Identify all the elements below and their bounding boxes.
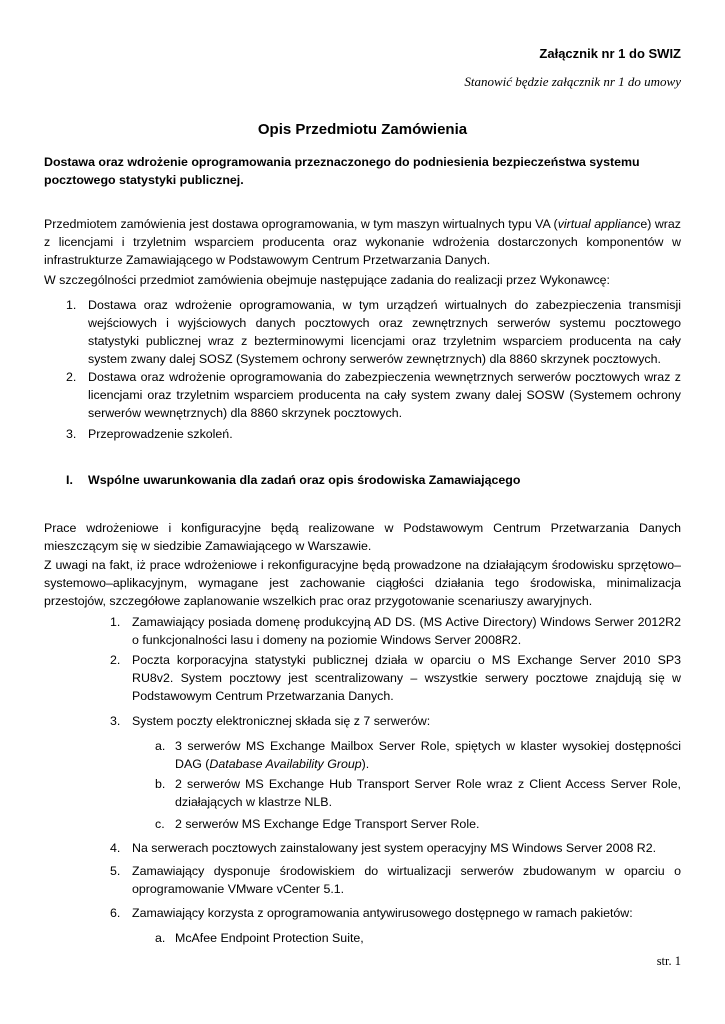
intro-text-1: Przedmiotem zamówienia jest dostawa oprogramowania, w tym maszyn wirtualnych typu VA ( — [44, 217, 558, 231]
page-number: str. 1 — [656, 954, 681, 968]
antivirus-letter: a. — [155, 931, 166, 945]
task-item: Dostawa oraz wdrożenie oprogramowania do zabezpieczenia wewnętrznych serwerów pocztowych wraz z licencjami oraz trzyletnim wsparciem producenta na cały system zwany dalej SOSW (Systemem ochrony serwerów wewnętrznych) dla 8860 skrzynek pocztowych. — [88, 370, 681, 420]
task-number: 3. — [66, 427, 77, 441]
env-item: Zamawiający dysponuje środowiskiem do wirtualizacji serwerów zbudowanym w oparciu o oprogramowanie VMware vCenter 5.1. — [132, 864, 681, 896]
intro-italic: virtual applianc — [557, 217, 641, 231]
attachment-note: Stanowić będzie załącznik nr 1 do umowy — [464, 74, 681, 89]
server-letter: b. — [155, 777, 166, 791]
task-item: Dostawa oraz wdrożenie oprogramowania, w tym urządzeń wirtualnych do zabezpieczenia transmisji wejściowych i wyjściowych danych pocztowych oraz zewnętrznych serwerów systemu pocztowego statystyki publicznej wraz z bezterminowymi licencjami oraz trzyletnim wsparciem producenta na cały system zwany dalej SOSZ (Systemem ochrony serwerów zewnętrznych) dla 8860 skrzynek pocztowych. — [88, 298, 681, 366]
intro-text-2: e) wraz z licencjami i trzyletnim wsparciem producenta oraz wykonanie wdrożenia dostarczonych komponentów w infrastrukturze Zamawiającego w Podstawowym Centrum Przetwarzania Danych. — [44, 217, 681, 267]
env-item: Zamawiający korzysta z oprogramowania antywirusowego dostępnego w ramach pakietów: — [132, 906, 633, 920]
server-italic: Database Availability Group — [209, 757, 362, 771]
attachment-label: Załącznik nr 1 do SWIZ — [539, 46, 681, 61]
paragraph-continuity: Z uwagi na fakt, iż prace wdrożeniowe i rekonfiguracyjne będą prowadzone na działającym środowisku sprzętowo–systemowo–aplikacyjnym, wymagane jest zachowanie ciągłości działania tego środowiska, minimalizacja przestojów, szczegółowe zaplanowanie wszelkich prac oraz przygotowanie scenariuszy awaryjnych. — [44, 558, 681, 608]
env-item: Poczta korporacyjna statystyki publicznej działa w oparciu o MS Exchange Server 2010 SP3 RU8v2. System pocztowy jest scentralizowany – wszystkie serwery pocztowe znajdują się w Podstawowym Centrum Przetwarzania Danych. — [132, 653, 681, 703]
section-number: I. — [66, 473, 73, 487]
paragraph-location: Prace wdrożeniowe i konfiguracyjne będą realizowane w Podstawowym Centrum Przetwarzania Danych mieszczącym się w siedzibie Zamawiającego w Warszawie. — [44, 521, 681, 553]
server-letter: c. — [155, 817, 165, 831]
env-number: 5. — [110, 864, 121, 878]
server-text: 3 serwerów MS Exchange Mailbox Server Role, spiętych w klaster wysokiej dostępności DAG ( — [175, 739, 681, 771]
scope-intro: W szczególności przedmiot zamówienia obejmuje następujące zadania do realizacji przez Wykonawcę: — [44, 273, 611, 287]
server-letter: a. — [155, 739, 166, 753]
server-item — [175, 737, 681, 773]
env-number: 6. — [110, 906, 121, 920]
env-item: System poczty elektronicznej składa się z 7 serwerów: — [132, 714, 431, 728]
server-tail: ). — [361, 757, 370, 771]
env-number: 3. — [110, 714, 121, 728]
task-number: 1. — [66, 298, 77, 312]
task-item: Przeprowadzenie szkoleń. — [88, 427, 233, 441]
section-title: Wspólne uwarunkowania dla zadań oraz opis środowiska Zamawiającego — [88, 473, 521, 487]
antivirus-item: McAfee Endpoint Protection Suite, — [175, 931, 364, 945]
env-number: 1. — [110, 615, 121, 629]
env-item: Zamawiający posiada domenę produkcyjną AD DS. (MS Active Directory) Windows Serwer 2012R2 o funkcjonalności lasu i domeny na poziomie Windows Server 2008R2. — [132, 615, 681, 647]
intro-paragraph — [44, 215, 681, 269]
env-number: 2. — [110, 653, 121, 667]
server-item: 2 serwerów MS Exchange Edge Transport Server Role. — [175, 817, 480, 831]
server-item: 2 serwerów MS Exchange Hub Transport Server Role wraz z Client Access Server Role, działających w klastrze NLB. — [175, 777, 681, 809]
env-number: 4. — [110, 841, 121, 855]
task-number: 2. — [66, 370, 77, 384]
document-subtitle: Dostawa oraz wdrożenie oprogramowania przeznaczonego do podniesienia bezpieczeństwa systemu pocztowego statystyki publicznej. — [44, 155, 640, 187]
env-item: Na serwerach pocztowych zainstalowany jest system operacyjny MS Windows Server 2008 R2. — [132, 841, 657, 855]
document-title: Opis Przedmiotu Zamówienia — [257, 121, 468, 138]
